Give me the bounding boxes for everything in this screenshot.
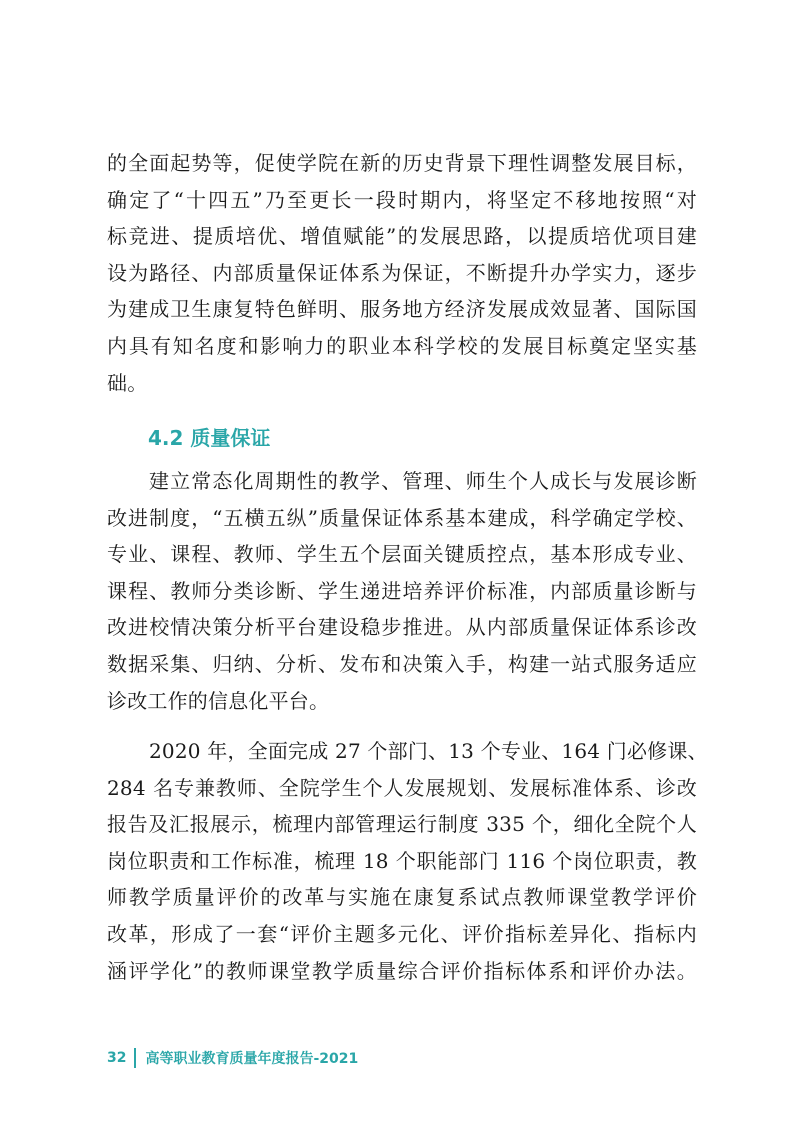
footer-divider	[134, 1048, 136, 1068]
paragraph	[107, 463, 697, 719]
text-line: 改革，形成了一套“评价主题多元化、评价指标差异化、指标内	[107, 921, 697, 946]
text-line: 诊改工作的信息化平台。	[107, 688, 330, 713]
text-line: 数据采集、归纳、分析、发布和决策入手，构建一站式服务适应	[107, 651, 697, 676]
report-title: 高等职业教育质量年度报告-2021	[145, 1051, 359, 1067]
section-heading: 4.2 质量保证	[148, 426, 271, 450]
text-line: 课程、教师分类诊断、学生递进培养评价标准，内部质量诊断与	[107, 578, 697, 603]
text-line: 确定了“十四五”乃至更长一段时期内，将坚定不移地按照“对	[107, 187, 697, 212]
text-line: 岗位职责和工作标准，梳理 18 个职能部门 116 个岗位职责，教	[107, 848, 697, 873]
text-line: 2020 年，全面完成 27 个部门、13 个专业、164 门必修课、	[149, 739, 708, 763]
text-line: 的全面起势等，促使学院在新的历史背景下理性调整发展目标，	[107, 151, 697, 175]
text-line: 建立常态化周期性的教学、管理、师生个人成长与发展诊断	[149, 469, 697, 493]
text-line: 标竞进、提质培优、增值赋能”的发展思路，以提质培优项目建	[107, 224, 697, 249]
paragraph	[107, 145, 697, 401]
text-line: 础。	[107, 370, 148, 395]
text-line: 改进制度，“五横五纵”质量保证体系基本建成，科学确定学校、	[107, 505, 697, 530]
text-line: 内具有知名度和影响力的职业本科学校的发展目标奠定坚实基	[107, 333, 697, 358]
page-footer	[107, 1045, 358, 1071]
text-line: 设为路径、内部质量保证体系为保证，不断提升办学实力，逐步	[107, 260, 697, 285]
text-line: 涵评学化”的教师课堂教学质量综合评价指标体系和评价办法。	[107, 958, 697, 983]
text-line: 专业、课程、教师、学生五个层面关键质控点，基本形成专业、	[107, 542, 697, 567]
paragraph	[107, 733, 708, 989]
text-line: 284 名专兼教师、全院学生个人发展规划、发展标准体系、诊改	[107, 775, 697, 800]
text-line: 报告及汇报展示，梳理内部管理运行制度 335 个，细化全院个人	[107, 812, 697, 837]
text-line: 改进校情决策分析平台建设稳步推进。从内部质量保证体系诊改	[107, 615, 697, 640]
text-line: 师教学质量评价的改革与实施在康复系试点教师课堂教学评价	[107, 885, 697, 910]
text-line: 为建成卫生康复特色鲜明、服务地方经济发展成效显著、国际国	[107, 297, 697, 322]
page-number: 32	[107, 1050, 127, 1066]
